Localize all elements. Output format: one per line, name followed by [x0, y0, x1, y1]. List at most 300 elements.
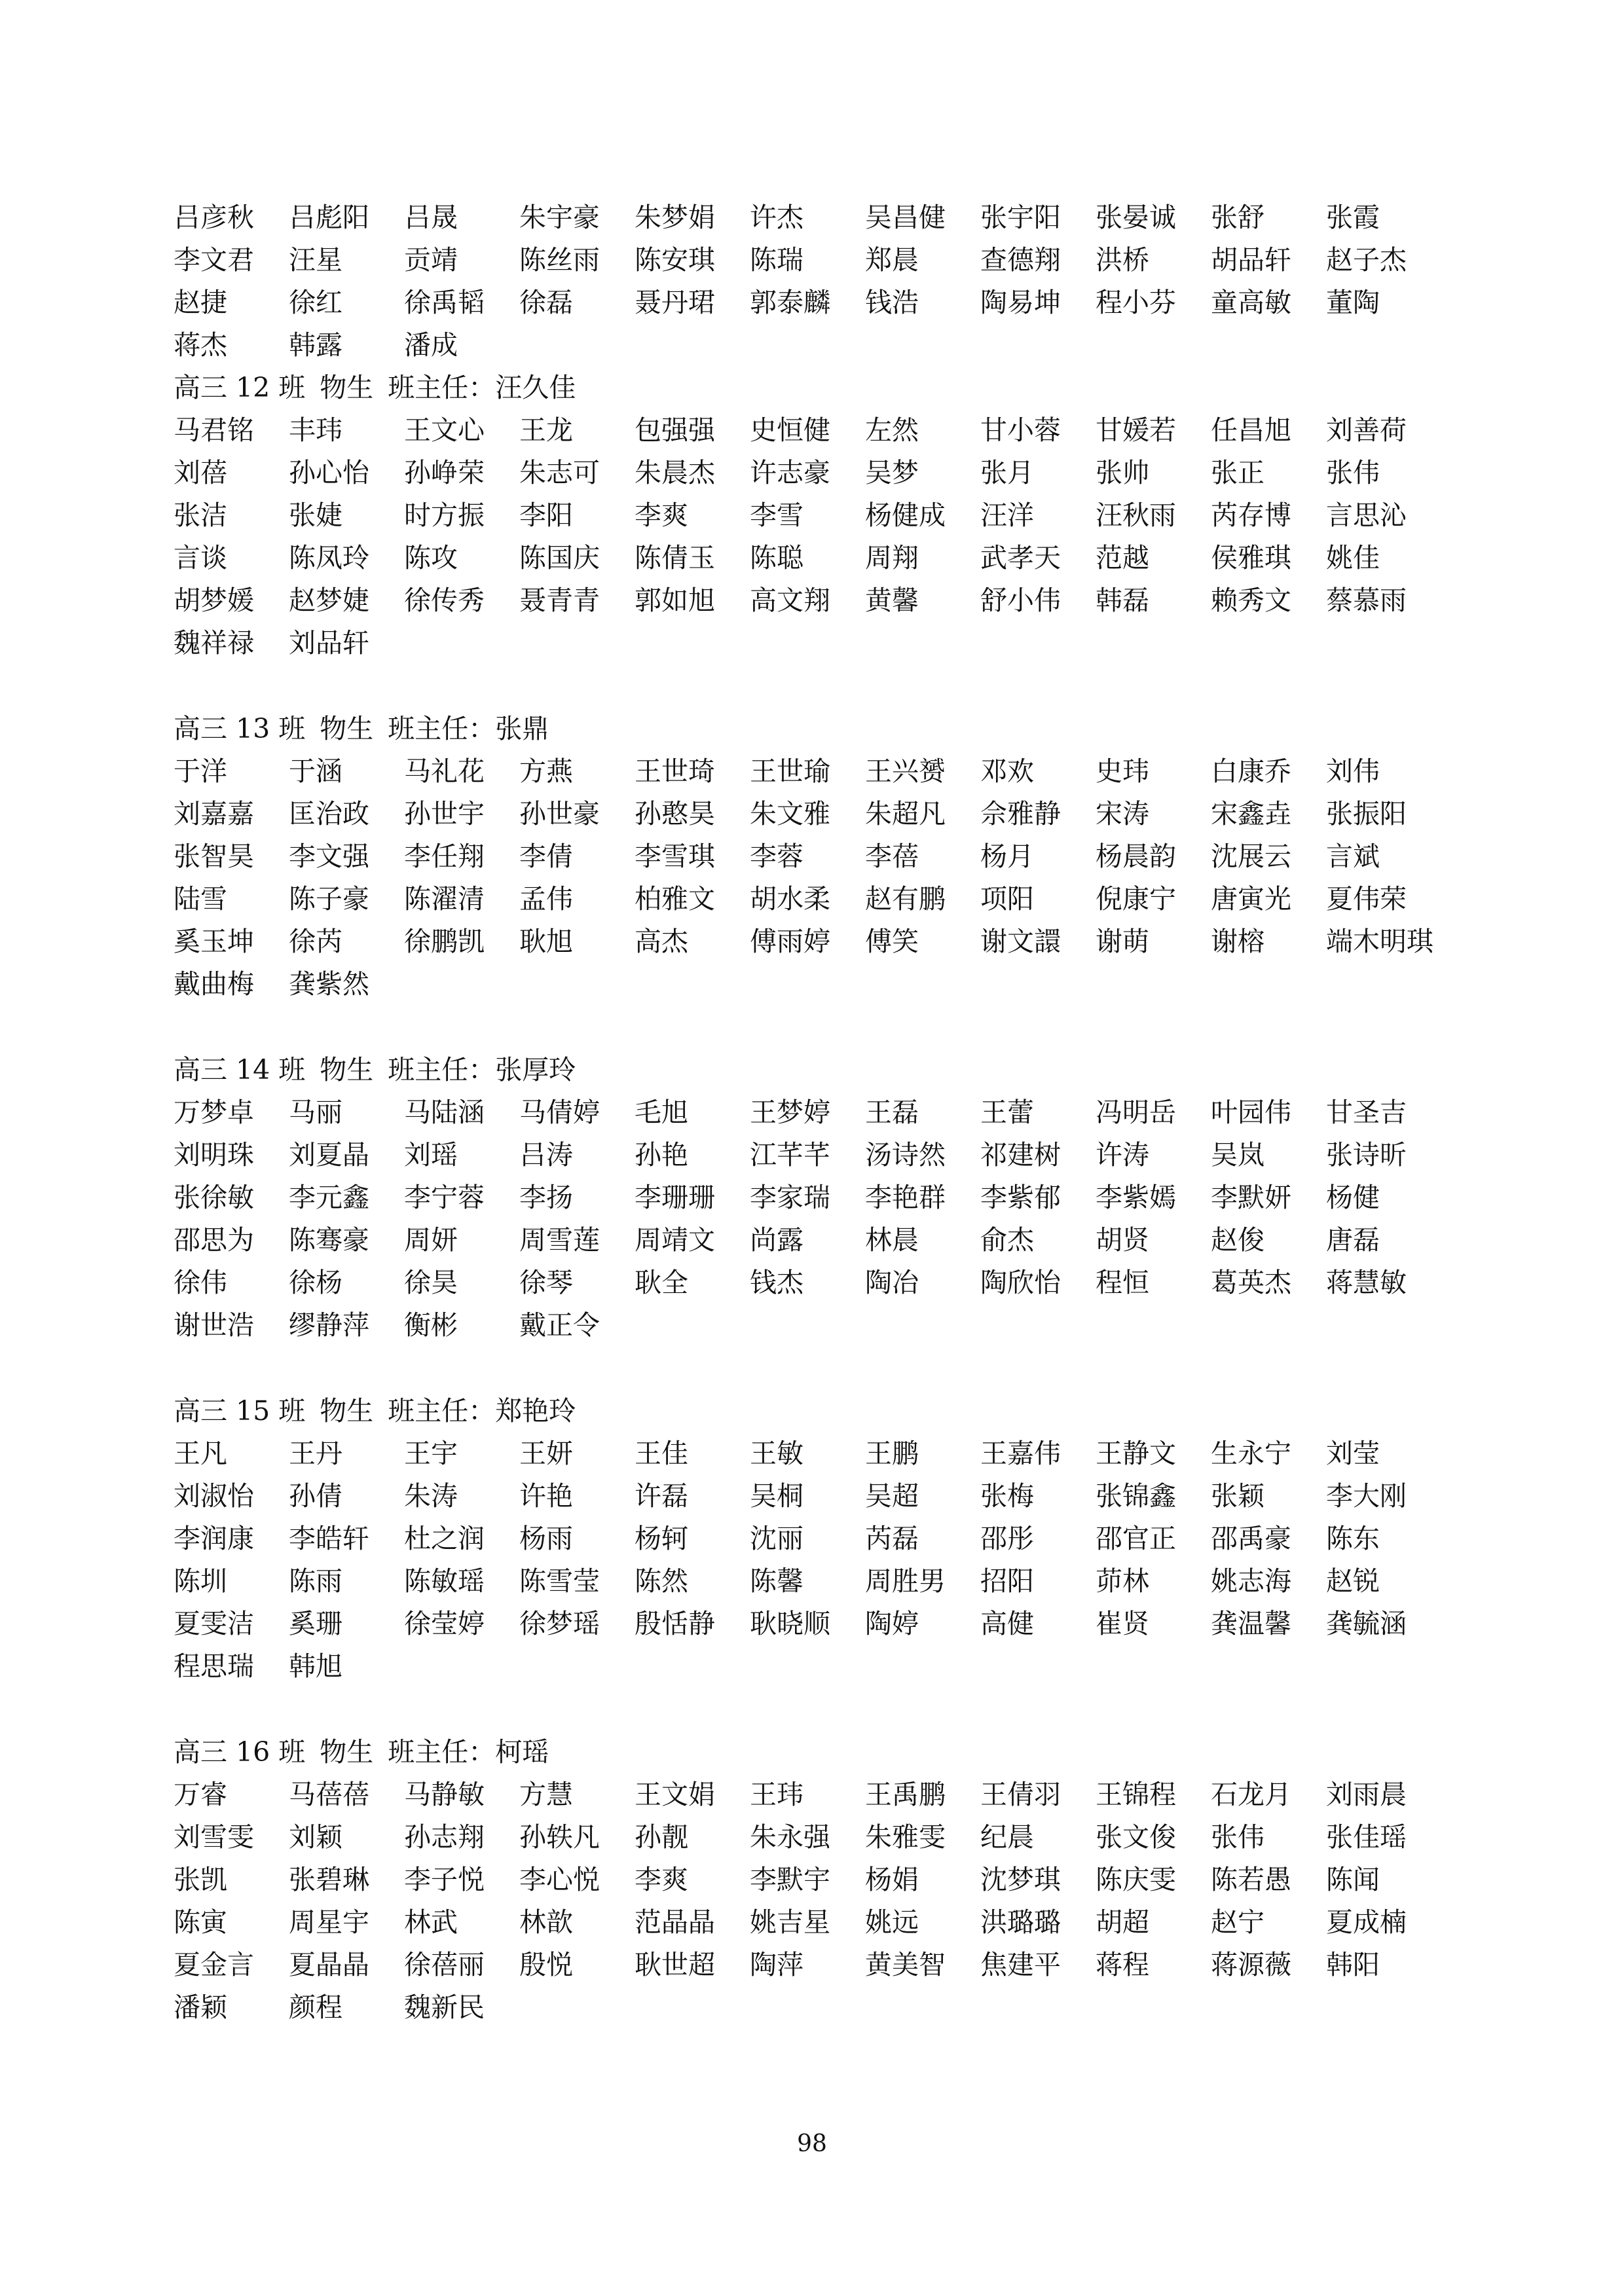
student-name: 谢文譞	[980, 926, 1061, 957]
student-name: 徐琴	[519, 1267, 573, 1298]
student-name: 傅笑	[865, 926, 919, 957]
student-name: 陈雨	[289, 1565, 342, 1597]
student-name: 张文俊	[1096, 1821, 1176, 1853]
student-name: 毛旭	[635, 1097, 688, 1128]
class-block	[174, 1049, 1483, 1347]
student-name: 张伟	[1326, 457, 1380, 488]
student-name: 左然	[865, 414, 919, 446]
student-name: 刘淑怡	[174, 1480, 254, 1512]
student-name: 陶萍	[750, 1949, 803, 1980]
student-name: 李扬	[519, 1182, 573, 1213]
student-name: 夏晶晶	[289, 1949, 369, 1980]
student-name-grid	[174, 409, 1483, 665]
student-name: 殷恬静	[635, 1608, 715, 1639]
student-name: 刘雪雯	[174, 1821, 254, 1853]
student-name: 王文娟	[635, 1779, 715, 1810]
student-name: 张凯	[174, 1864, 227, 1895]
student-name: 张伟	[1211, 1821, 1264, 1853]
class-teacher: 班主任：柯瑶	[388, 1736, 549, 1768]
student-name: 谢世浩	[174, 1309, 254, 1341]
student-name: 朱志可	[519, 457, 600, 488]
student-name: 汤诗然	[865, 1139, 946, 1171]
student-name: 范晶晶	[635, 1906, 715, 1938]
student-name: 夏成楠	[1326, 1906, 1407, 1938]
student-name: 李爽	[635, 500, 688, 531]
student-name: 江芊芊	[750, 1139, 830, 1171]
student-name: 言谈	[174, 542, 227, 574]
student-name: 韩阳	[1326, 1949, 1380, 1980]
student-name: 王嘉伟	[980, 1438, 1061, 1469]
student-name-grid	[174, 1432, 1483, 1688]
student-name: 陈倩玉	[635, 542, 715, 574]
student-name: 姚远	[865, 1906, 919, 1938]
student-name: 孙艳	[635, 1139, 688, 1171]
student-name: 赵捷	[174, 287, 227, 318]
student-name: 沈梦琪	[980, 1864, 1061, 1895]
student-name: 李阳	[519, 500, 573, 531]
student-name: 马君铭	[174, 414, 254, 446]
student-name: 武孝天	[980, 542, 1061, 574]
student-name: 佘雅静	[980, 798, 1061, 829]
student-name: 吕彪阳	[289, 202, 369, 233]
student-name: 姚佳	[1326, 542, 1380, 574]
student-name: 方燕	[519, 756, 573, 787]
student-name-grid	[174, 1091, 1483, 1347]
student-name: 王锦程	[1096, 1779, 1176, 1810]
student-name: 高杰	[635, 926, 688, 957]
student-name: 徐鹏凯	[404, 926, 485, 957]
student-name: 王敏	[750, 1438, 803, 1469]
student-name: 吕涛	[519, 1139, 573, 1171]
student-name: 龚紫然	[289, 968, 369, 1000]
student-name: 杨轲	[635, 1523, 688, 1554]
student-name: 马丽	[289, 1097, 342, 1128]
student-name: 王文心	[404, 414, 485, 446]
student-name-grid	[174, 750, 1483, 1006]
student-name: 王世瑜	[750, 756, 830, 787]
student-name: 韩露	[289, 329, 342, 361]
student-name: 徐芮	[289, 926, 342, 957]
class-name: 高三 12 班	[174, 372, 306, 403]
student-name: 王凡	[174, 1438, 227, 1469]
student-name: 石龙月	[1211, 1779, 1291, 1810]
student-name: 贡靖	[404, 244, 458, 276]
student-name: 陈庆雯	[1096, 1864, 1176, 1895]
student-name: 李元鑫	[289, 1182, 369, 1213]
student-name: 沈丽	[750, 1523, 803, 1554]
student-name: 李文强	[289, 841, 369, 872]
student-name: 杜之润	[404, 1523, 485, 1554]
student-name: 李宁蓉	[404, 1182, 485, 1213]
student-name: 汪秋雨	[1096, 500, 1176, 531]
student-name: 徐杨	[289, 1267, 342, 1298]
student-name: 戴曲梅	[174, 968, 254, 1000]
student-name: 周翔	[865, 542, 919, 574]
student-name: 张颖	[1211, 1480, 1264, 1512]
student-name: 王静文	[1096, 1438, 1176, 1469]
student-name: 龚毓涵	[1326, 1608, 1407, 1639]
student-name: 朱晨杰	[635, 457, 715, 488]
student-name: 王磊	[865, 1097, 919, 1128]
student-name: 李紫嫣	[1096, 1182, 1176, 1213]
student-name: 邓欢	[980, 756, 1034, 787]
student-name: 言思沁	[1326, 500, 1407, 531]
class-teacher: 班主任：张厚玲	[388, 1054, 576, 1085]
student-name: 韩磊	[1096, 585, 1149, 616]
class-header	[174, 367, 1483, 409]
student-name: 杨健	[1326, 1182, 1380, 1213]
student-name: 聂丹珺	[635, 287, 715, 318]
student-name: 徐莹婷	[404, 1608, 485, 1639]
student-name: 宋鑫垚	[1211, 798, 1291, 829]
student-name: 甘小蓉	[980, 414, 1061, 446]
student-name: 许艳	[519, 1480, 573, 1512]
student-name: 陈东	[1326, 1523, 1380, 1554]
student-name: 林歆	[519, 1906, 573, 1938]
student-name: 马静敏	[404, 1779, 485, 1810]
student-name: 李默宇	[750, 1864, 830, 1895]
student-name: 李艳群	[865, 1182, 946, 1213]
student-name: 万睿	[174, 1779, 227, 1810]
student-name: 方慧	[519, 1779, 573, 1810]
student-name: 夏金言	[174, 1949, 254, 1980]
student-name: 缪静萍	[289, 1309, 369, 1341]
top-list-block	[174, 196, 1483, 367]
student-name: 聂青青	[519, 585, 600, 616]
student-name: 刘夏晶	[289, 1139, 369, 1171]
student-name: 赵梦婕	[289, 585, 369, 616]
class-teacher: 班主任：汪久佳	[388, 372, 576, 403]
student-name: 张月	[980, 457, 1034, 488]
student-name: 龚温馨	[1211, 1608, 1291, 1639]
student-name: 潘颖	[174, 1992, 227, 2023]
student-name: 任昌旭	[1211, 414, 1291, 446]
student-name: 朱梦娟	[635, 202, 715, 233]
student-name: 陈濯清	[404, 883, 485, 915]
student-name: 李爽	[635, 1864, 688, 1895]
student-name: 史恒健	[750, 414, 830, 446]
student-name: 陈馨	[750, 1565, 803, 1597]
student-name: 陈丝雨	[519, 244, 600, 276]
student-name: 吴超	[865, 1480, 919, 1512]
class-name: 高三 15 班	[174, 1395, 306, 1427]
student-name: 言斌	[1326, 841, 1380, 872]
student-name: 孙靓	[635, 1821, 688, 1853]
student-name: 胡超	[1096, 1906, 1149, 1938]
student-name: 杨雨	[519, 1523, 573, 1554]
student-name: 王禹鹏	[865, 1779, 946, 1810]
class-subject: 物生	[320, 1736, 374, 1768]
student-name: 徐红	[289, 287, 342, 318]
student-name: 蒋慧敏	[1326, 1267, 1407, 1298]
student-name: 郭泰麟	[750, 287, 830, 318]
student-name: 朱宇豪	[519, 202, 600, 233]
student-name: 陈寅	[174, 1906, 227, 1938]
student-name: 杨晨韵	[1096, 841, 1176, 872]
student-name: 俞杰	[980, 1224, 1034, 1256]
student-name: 王丹	[289, 1438, 342, 1469]
student-name: 李蓉	[750, 841, 803, 872]
student-name: 芮存博	[1211, 500, 1291, 531]
student-name: 丰玮	[289, 414, 342, 446]
student-name: 祁建树	[980, 1139, 1061, 1171]
student-name: 甘媛若	[1096, 414, 1176, 446]
student-name: 韩旭	[289, 1650, 342, 1682]
student-name: 孙轶凡	[519, 1821, 600, 1853]
page-content	[174, 196, 1483, 2029]
student-name: 胡品轩	[1211, 244, 1291, 276]
student-name: 项阳	[980, 883, 1034, 915]
student-name: 陶冶	[865, 1267, 919, 1298]
student-name: 林晨	[865, 1224, 919, 1256]
student-name: 马蓓蓓	[289, 1779, 369, 1810]
class-subject: 物生	[320, 1054, 374, 1085]
student-name: 魏新民	[404, 1992, 485, 2023]
class-block	[174, 708, 1483, 1006]
class-subject: 物生	[320, 713, 374, 744]
student-name: 李倩	[519, 841, 573, 872]
student-name: 陈子豪	[289, 883, 369, 915]
student-name: 徐传秀	[404, 585, 485, 616]
student-name: 张振阳	[1326, 798, 1407, 829]
class-block	[174, 1731, 1483, 2029]
student-name: 朱雅雯	[865, 1821, 946, 1853]
student-name: 舒小伟	[980, 585, 1061, 616]
student-name: 李紫郁	[980, 1182, 1061, 1213]
student-name: 周雪莲	[519, 1224, 600, 1256]
class-subject: 物生	[320, 372, 374, 403]
student-name: 张诗昕	[1326, 1139, 1407, 1171]
student-name: 李心悦	[519, 1864, 600, 1895]
student-name: 周靖文	[635, 1224, 715, 1256]
student-name: 耿旭	[519, 926, 573, 957]
student-name: 周星宇	[289, 1906, 369, 1938]
top-name-grid	[174, 196, 1483, 367]
student-name: 史玮	[1096, 756, 1149, 787]
student-name: 王兴赟	[865, 756, 946, 787]
student-name: 邵禹豪	[1211, 1523, 1291, 1554]
student-name: 李雪琪	[635, 841, 715, 872]
student-name: 耿晓顺	[750, 1608, 830, 1639]
student-name: 刘莹	[1326, 1438, 1380, 1469]
student-name: 陈雪莹	[519, 1565, 600, 1597]
student-name: 王妍	[519, 1438, 573, 1469]
student-name: 杨健成	[865, 500, 946, 531]
student-name: 徐梦瑶	[519, 1608, 600, 1639]
student-name: 孙峥荣	[404, 457, 485, 488]
student-name: 颜程	[289, 1992, 342, 2023]
student-name: 李文君	[174, 244, 254, 276]
student-name: 孙志翔	[404, 1821, 485, 1853]
student-name: 李润康	[174, 1523, 254, 1554]
student-name: 李子悦	[404, 1864, 485, 1895]
student-name: 张宇阳	[980, 202, 1061, 233]
student-name: 陈国庆	[519, 542, 600, 574]
student-name: 孙倩	[289, 1480, 342, 1512]
student-name: 吕彦秋	[174, 202, 254, 233]
student-name: 赵子杰	[1326, 244, 1407, 276]
student-name: 张婕	[289, 500, 342, 531]
student-name: 童高敏	[1211, 287, 1291, 318]
student-name: 匡治政	[289, 798, 369, 829]
student-name: 许涛	[1096, 1139, 1149, 1171]
student-name: 邵思为	[174, 1224, 254, 1256]
student-name: 芮磊	[865, 1523, 919, 1554]
student-name: 胡水柔	[750, 883, 830, 915]
student-name: 徐蓓丽	[404, 1949, 485, 1980]
student-name: 时方振	[404, 500, 485, 531]
student-name: 万梦卓	[174, 1097, 254, 1128]
student-name: 唐磊	[1326, 1224, 1380, 1256]
student-name: 朱文雅	[750, 798, 830, 829]
student-name: 吴梦	[865, 457, 919, 488]
student-name: 端木明琪	[1326, 926, 1433, 957]
student-name: 程恒	[1096, 1267, 1149, 1298]
student-name: 邵官正	[1096, 1523, 1176, 1554]
student-name: 陶婷	[865, 1608, 919, 1639]
student-name: 程小芬	[1096, 287, 1176, 318]
student-name: 孙世豪	[519, 798, 600, 829]
student-name: 周妍	[404, 1224, 458, 1256]
student-name: 黄美智	[865, 1949, 946, 1980]
student-name: 生永宁	[1211, 1438, 1291, 1469]
student-name: 白康乔	[1211, 756, 1291, 787]
student-name: 汪星	[289, 244, 342, 276]
student-name: 徐伟	[174, 1267, 227, 1298]
student-name: 许志豪	[750, 457, 830, 488]
student-name: 王佳	[635, 1438, 688, 1469]
student-name: 朱超凡	[865, 798, 946, 829]
student-name: 招阳	[980, 1565, 1034, 1597]
student-name: 胡梦媛	[174, 585, 254, 616]
student-name: 马礼花	[404, 756, 485, 787]
student-name: 马陆涵	[404, 1097, 485, 1128]
student-name: 于涵	[289, 756, 342, 787]
student-name: 刘善荷	[1326, 414, 1407, 446]
student-name: 孙憨昊	[635, 798, 715, 829]
student-name: 陶易坤	[980, 287, 1061, 318]
student-name: 赖秀文	[1211, 585, 1291, 616]
student-name: 王倩羽	[980, 1779, 1061, 1810]
student-name: 柏雅文	[635, 883, 715, 915]
class-teacher: 班主任：张鼎	[388, 713, 549, 744]
student-name: 傅雨婷	[750, 926, 830, 957]
student-name: 郑晨	[865, 244, 919, 276]
student-name: 赵俊	[1211, 1224, 1264, 1256]
student-name: 魏祥禄	[174, 627, 254, 659]
student-name: 谢萌	[1096, 926, 1149, 957]
student-name: 崔贤	[1096, 1608, 1149, 1639]
student-name: 宋涛	[1096, 798, 1149, 829]
student-name: 衡彬	[404, 1309, 458, 1341]
student-name: 高文翔	[750, 585, 830, 616]
student-name: 赵锐	[1326, 1565, 1380, 1597]
student-name: 刘品轩	[289, 627, 369, 659]
student-name: 蒋杰	[174, 329, 227, 361]
student-name: 王世琦	[635, 756, 715, 787]
student-name: 朱永强	[750, 1821, 830, 1853]
class-header	[174, 708, 1483, 750]
student-name: 吴昌健	[865, 202, 946, 233]
student-name: 陈闻	[1326, 1864, 1380, 1895]
student-name: 洪璐璐	[980, 1906, 1061, 1938]
student-name: 唐寅光	[1211, 883, 1291, 915]
student-name: 陈瑞	[750, 244, 803, 276]
student-name: 胡贤	[1096, 1224, 1149, 1256]
student-name: 杨娟	[865, 1864, 919, 1895]
student-name: 王龙	[519, 414, 573, 446]
student-name: 耿全	[635, 1267, 688, 1298]
class-blocks	[174, 367, 1483, 2029]
student-name: 张碧琳	[289, 1864, 369, 1895]
class-header	[174, 1390, 1483, 1432]
student-name: 孙心怡	[289, 457, 369, 488]
student-name: 陆雪	[174, 883, 227, 915]
student-name: 吴岚	[1211, 1139, 1264, 1171]
student-name: 李蓓	[865, 841, 919, 872]
student-name: 许磊	[635, 1480, 688, 1512]
student-name: 王梦婷	[750, 1097, 830, 1128]
student-name: 张智昊	[174, 841, 254, 872]
student-name: 李任翔	[404, 841, 485, 872]
student-name: 刘嘉嘉	[174, 798, 254, 829]
student-name: 李大刚	[1326, 1480, 1407, 1512]
student-name: 张梅	[980, 1480, 1034, 1512]
student-name: 陈凤玲	[289, 542, 369, 574]
student-name: 谢榕	[1211, 926, 1264, 957]
class-teacher: 班主任：郑艳玲	[388, 1395, 576, 1427]
student-name: 陈圳	[174, 1565, 227, 1597]
student-name: 茆林	[1096, 1565, 1149, 1597]
student-name: 包强强	[635, 414, 715, 446]
student-name: 张佳瑶	[1326, 1821, 1407, 1853]
student-name: 陈安琪	[635, 244, 715, 276]
student-name: 赵有鹏	[865, 883, 946, 915]
student-name: 倪康宁	[1096, 883, 1176, 915]
class-subject: 物生	[320, 1395, 374, 1427]
student-name: 林武	[404, 1906, 458, 1938]
student-name: 纪晨	[980, 1821, 1034, 1853]
student-name: 王玮	[750, 1779, 803, 1810]
student-name: 李家瑞	[750, 1182, 830, 1213]
student-name: 徐昊	[404, 1267, 458, 1298]
student-name: 潘成	[404, 329, 458, 361]
student-name: 刘雨晨	[1326, 1779, 1407, 1810]
class-header	[174, 1731, 1483, 1774]
student-name: 汪洋	[980, 500, 1034, 531]
student-name: 陈聪	[750, 542, 803, 574]
student-name: 李皓轩	[289, 1523, 369, 1554]
student-name: 吴桐	[750, 1480, 803, 1512]
student-name: 李默妍	[1211, 1182, 1291, 1213]
student-name: 刘颖	[289, 1821, 342, 1853]
student-name: 陈敏瑶	[404, 1565, 485, 1597]
student-name: 张帅	[1096, 457, 1149, 488]
student-name: 陈然	[635, 1565, 688, 1597]
student-name: 黄馨	[865, 585, 919, 616]
student-name-grid	[174, 1774, 1483, 2029]
student-name: 焦建平	[980, 1949, 1061, 1980]
student-name: 程思瑞	[174, 1650, 254, 1682]
student-name: 张洁	[174, 500, 227, 531]
student-name: 蔡慕雨	[1326, 585, 1407, 616]
student-name: 张霞	[1326, 202, 1380, 233]
class-block	[174, 1390, 1483, 1688]
student-name: 张锦鑫	[1096, 1480, 1176, 1512]
student-name: 夏雯洁	[174, 1608, 254, 1639]
student-name: 奚玉坤	[174, 926, 254, 957]
student-name: 查德翔	[980, 244, 1061, 276]
